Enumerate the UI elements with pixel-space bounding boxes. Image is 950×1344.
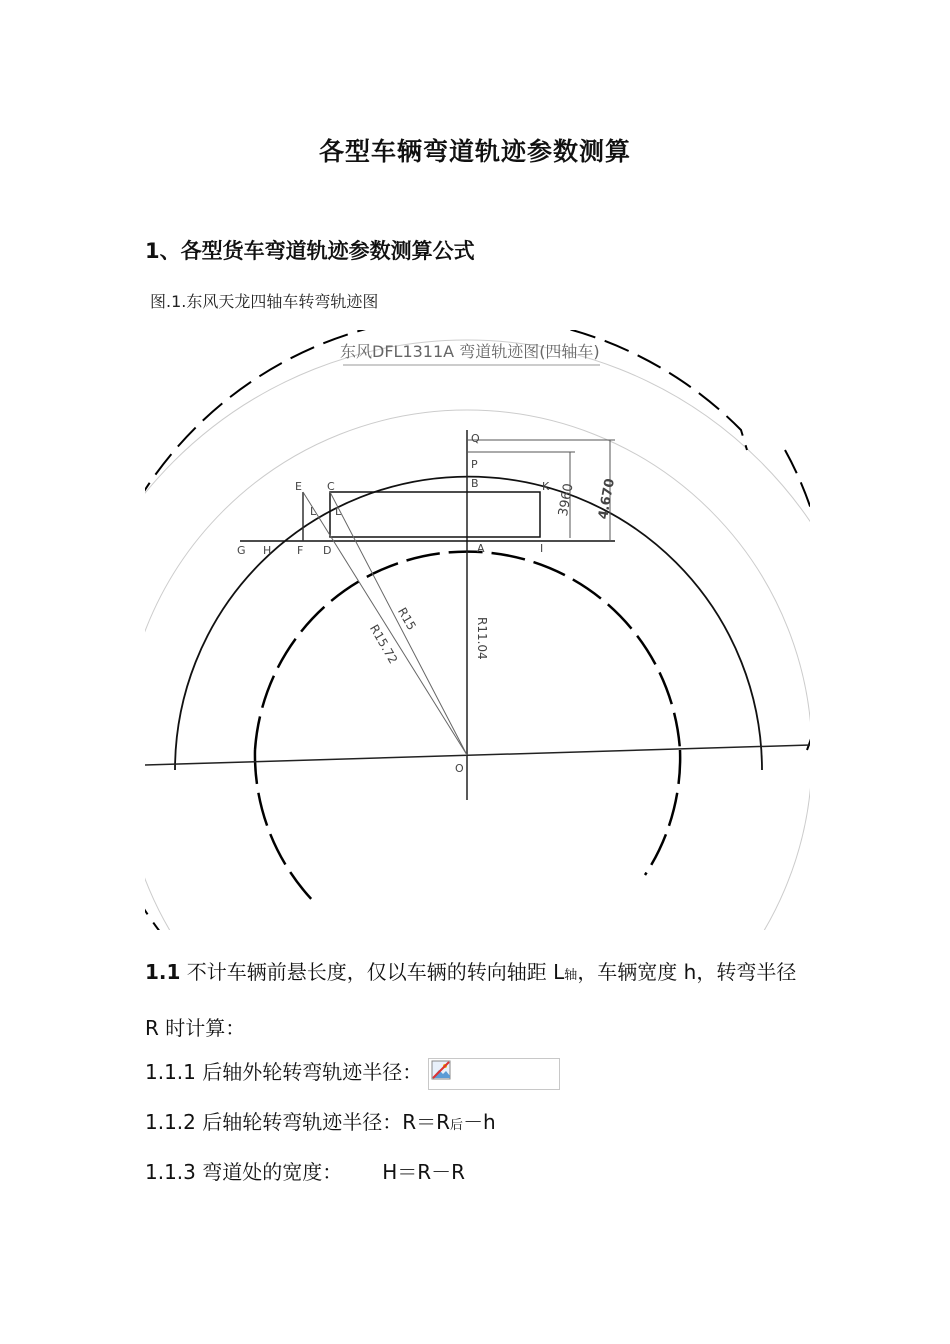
svg-text:P: P — [471, 458, 478, 471]
svg-text:L: L — [335, 505, 342, 518]
item-1-1-2 — [145, 1096, 496, 1152]
svg-text:F: F — [297, 544, 304, 557]
broken-image-icon — [428, 1058, 560, 1090]
svg-text:4.670: 4.670 — [596, 477, 618, 521]
svg-text:I: I — [540, 542, 544, 555]
svg-text:3960: 3960 — [556, 482, 577, 518]
svg-text:Q: Q — [471, 432, 480, 445]
svg-text:B: B — [471, 477, 479, 490]
svg-text:H: H — [263, 544, 272, 557]
item-1-1-3-text-a: 1.1.3 弯道处的宽度： — [145, 1160, 343, 1184]
paragraph-number: 1.1 — [145, 960, 181, 984]
svg-text:R15: R15 — [394, 605, 419, 633]
paragraph-text-a: 不计车辆前悬长度，仅以车辆的转向轴距 L — [180, 960, 565, 984]
trajectory-drawing — [145, 330, 810, 930]
svg-text:O: O — [455, 762, 464, 775]
subscript-axle: 轴 — [564, 968, 578, 983]
svg-text:R11.04: R11.04 — [475, 617, 489, 660]
paragraph-text-b: ，车辆宽度 h，转弯半径 R 时计算： — [145, 960, 797, 1040]
item-1-1-2-text-b: －h — [463, 1110, 496, 1134]
item-1-1-3 — [145, 1146, 465, 1198]
item-1-1-1 — [145, 1046, 560, 1098]
svg-text:D: D — [323, 544, 332, 557]
item-1-1-2-text-a: 1.1.2 后轴轮转弯轨迹半径：R＝R — [145, 1110, 451, 1134]
svg-text:C: C — [327, 480, 335, 493]
svg-text:R15.72: R15.72 — [366, 622, 401, 667]
svg-text:东风DFL1311A 弯道轨迹图(四轴车): 东风DFL1311A 弯道轨迹图(四轴车) — [340, 342, 600, 361]
subscript-rear: 后 — [450, 1118, 464, 1133]
svg-text:E: E — [295, 480, 302, 493]
item-1-1-1-text: 1.1.1 后轴外轮转弯轨迹半径： — [145, 1060, 423, 1084]
svg-text:L: L — [310, 505, 317, 518]
svg-text:K: K — [542, 480, 550, 493]
section-heading: 1、各型货车弯道轨迹参数测算公式 — [145, 239, 475, 263]
paragraph-1-1 — [145, 946, 815, 1054]
item-1-1-3-text-b: H＝R－R — [382, 1160, 466, 1184]
svg-text:G: G — [237, 544, 246, 557]
turning-trajectory-figure — [145, 330, 810, 930]
figure-caption: 图.1.东风天龙四轴车转弯轨迹图 — [150, 292, 379, 311]
page-title: 各型车辆弯道轨迹参数测算 — [318, 137, 631, 166]
svg-text:A: A — [477, 542, 485, 555]
